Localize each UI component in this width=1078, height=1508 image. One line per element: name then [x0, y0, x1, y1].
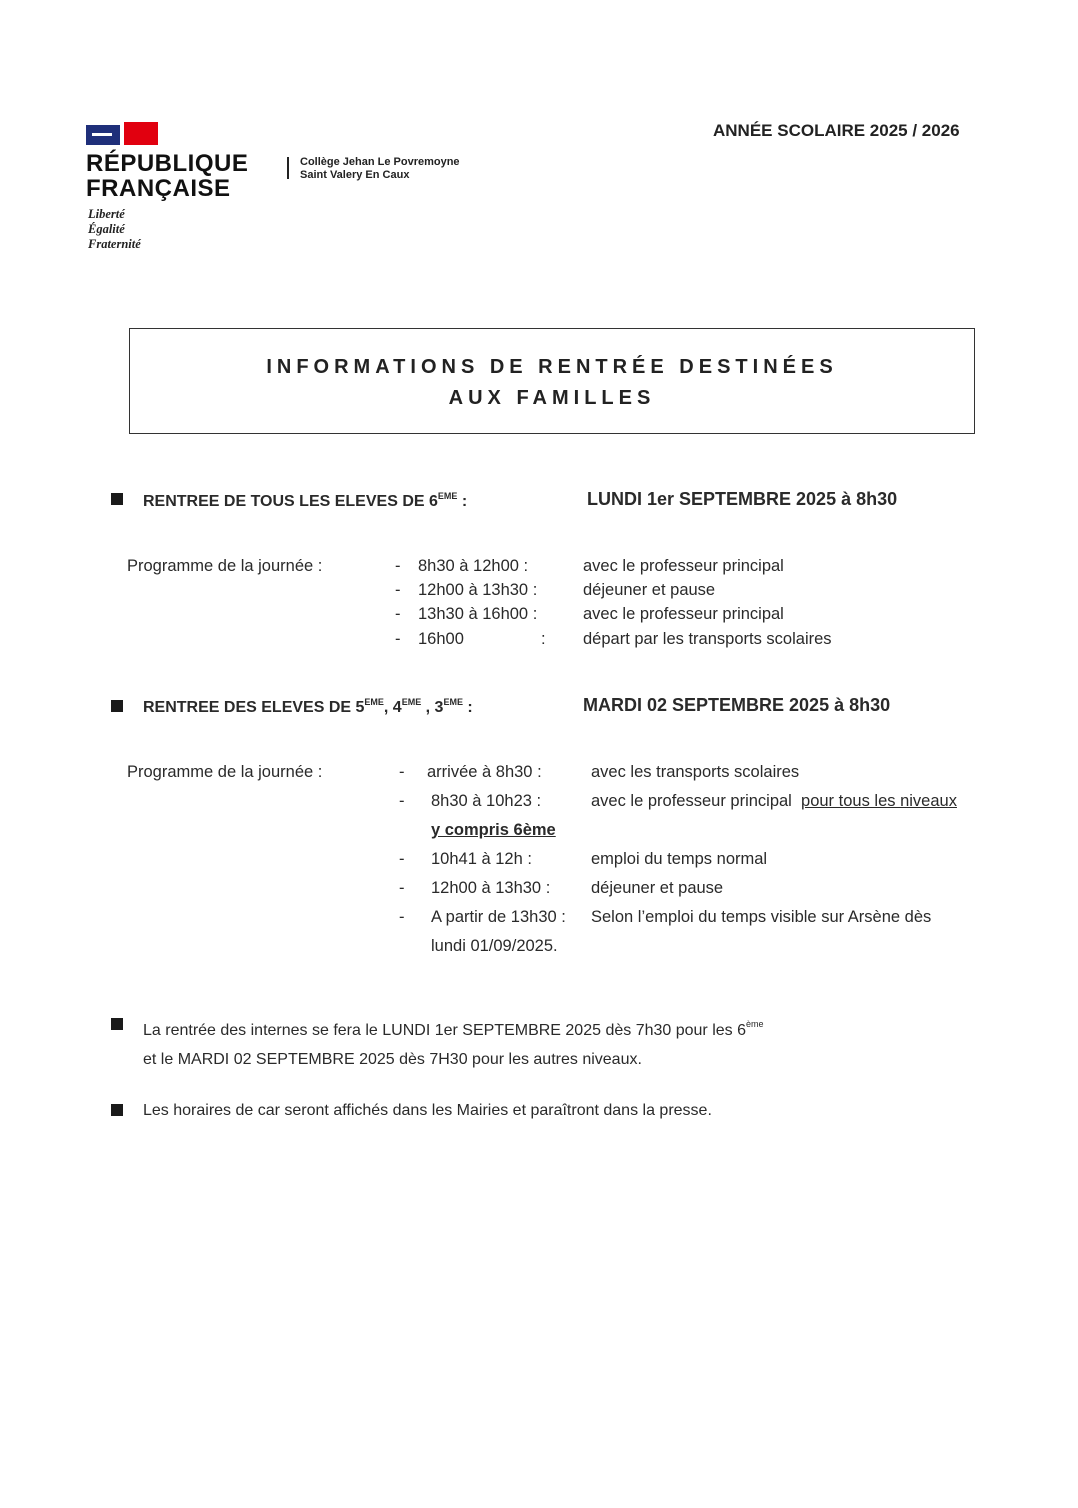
section2-heading-mid: , 3 — [421, 699, 444, 716]
section2-row-desc: déjeuner et pause — [591, 879, 724, 897]
section1-row-dash: - — [395, 605, 401, 623]
motto-fraternite: Fraternité — [88, 237, 141, 251]
section2-heading-text: RENTREE DES ELEVES DE 5 — [143, 699, 365, 716]
section1-date: LUNDI 1er SEPTEMBRE 2025 à 8h30 — [587, 489, 898, 509]
flag-red-icon — [124, 122, 158, 145]
flag-blue-icon — [86, 125, 120, 145]
internes-line-1 — [143, 1010, 764, 1045]
bullet-square-icon — [111, 700, 123, 712]
section2-row-desc — [591, 792, 957, 811]
motto-liberte: Liberté — [88, 207, 125, 221]
school-year: ANNÉE SCOLAIRE 2025 / 2026 — [713, 121, 960, 140]
section1-row-time: 13h30 à 16h00 : — [418, 605, 538, 623]
section1-row-dash: - — [395, 630, 401, 648]
logo-separator — [287, 157, 289, 179]
logo-francaise: FRANÇAISE — [86, 175, 231, 202]
section1-row-desc: avec le professeur principal — [583, 557, 784, 575]
motto-egalite: Égalité — [88, 222, 125, 236]
internes-line-1-sup: ème — [746, 1019, 764, 1029]
logo-republique: RÉPUBLIQUE — [86, 150, 249, 177]
section1-row-desc: départ par les transports scolaires — [583, 630, 832, 648]
bullet-square-icon — [111, 493, 123, 505]
section2-heading — [143, 697, 473, 717]
section1-row-time: 16h00 — [418, 630, 464, 648]
section1-row-colon: : — [541, 630, 546, 648]
section2-row-desc-text: avec le professeur principal — [591, 792, 792, 810]
section1-row-time: 8h30 à 12h00 : — [418, 557, 529, 575]
section2-row-extra: y compris 6ème — [431, 821, 556, 839]
section2-date: MARDI 02 SEPTEMBRE 2025 à 8h30 — [583, 695, 891, 715]
section2-row-continuation: lundi 01/09/2025. — [431, 937, 558, 955]
section1-heading-sup: EME — [437, 491, 458, 501]
section1-heading-colon: : — [457, 493, 468, 510]
section2-row-time: 10h41 à 12h : — [431, 850, 532, 868]
section1-heading — [143, 491, 467, 511]
section2-heading-sup: EME — [364, 697, 384, 707]
title-line-2: AUX FAMILLES — [448, 387, 656, 409]
internes-line-2: et le MARDI 02 SEPTEMBRE 2025 dès 7H30 pour les autres niveaux. — [143, 1051, 642, 1068]
internes-note — [143, 1010, 764, 1074]
motto — [88, 207, 141, 252]
section1-row-dash: - — [395, 581, 401, 599]
section1-row-desc: déjeuner et pause — [583, 581, 716, 599]
section2-heading-colon: : — [462, 699, 473, 716]
section2-heading-mid: , 4 — [383, 699, 402, 716]
section2-row-desc: emploi du temps normal — [591, 850, 768, 868]
section2-row-dash: - — [399, 792, 405, 810]
bullet-square-icon — [111, 1104, 123, 1116]
internes-line-1-text: La rentrée des internes se fera le LUNDI 1er SEPTEMBRE 2025 dès 7h30 pour les 6 — [143, 1022, 746, 1039]
college-name: Collège Jehan Le Povremoyne — [300, 156, 460, 168]
republique-francaise-logo — [86, 151, 248, 201]
section2-row-time: A partir de 13h30 : — [431, 908, 566, 926]
document-title — [129, 352, 975, 414]
section1-row-time: 12h00 à 13h30 : — [418, 581, 538, 599]
section2-row-dash: - — [399, 850, 405, 868]
section2-row-desc: Selon l’emploi du temps visible sur Arsène dès — [591, 908, 932, 926]
section2-program-label: Programme de la journée : — [127, 763, 323, 781]
section2-heading-sup: EME — [401, 697, 422, 707]
section2-row-dash: - — [399, 879, 405, 897]
college-block — [300, 156, 460, 182]
college-city: Saint Valery En Caux — [300, 169, 410, 181]
section1-heading-text: RENTREE DE TOUS LES ELEVES DE 6 — [143, 493, 438, 510]
section2-row-time: 12h00 à 13h30 : — [431, 879, 551, 897]
section2-row-desc: avec les transports scolaires — [591, 763, 800, 781]
section1-program-label: Programme de la journée : — [127, 557, 323, 575]
title-line-1: INFORMATIONS DE RENTRÉE DESTINÉES — [266, 356, 838, 378]
section1-row-dash: - — [395, 557, 401, 575]
bullet-square-icon — [111, 1018, 123, 1030]
section2-row-time: 8h30 à 10h23 : — [431, 792, 542, 810]
bus-note: Les horaires de car seront affichés dans les Mairies et paraîtront dans la presse. — [143, 1102, 712, 1119]
section1-row-desc: avec le professeur principal — [583, 605, 784, 623]
section2-row-time: arrivée à 8h30 : — [427, 763, 542, 781]
section2-heading-sup: EME — [443, 697, 463, 707]
section2-row-dash: - — [399, 763, 405, 781]
section2-row-desc-underlined: pour tous les niveaux — [801, 792, 957, 810]
section2-row-dash: - — [399, 908, 405, 926]
